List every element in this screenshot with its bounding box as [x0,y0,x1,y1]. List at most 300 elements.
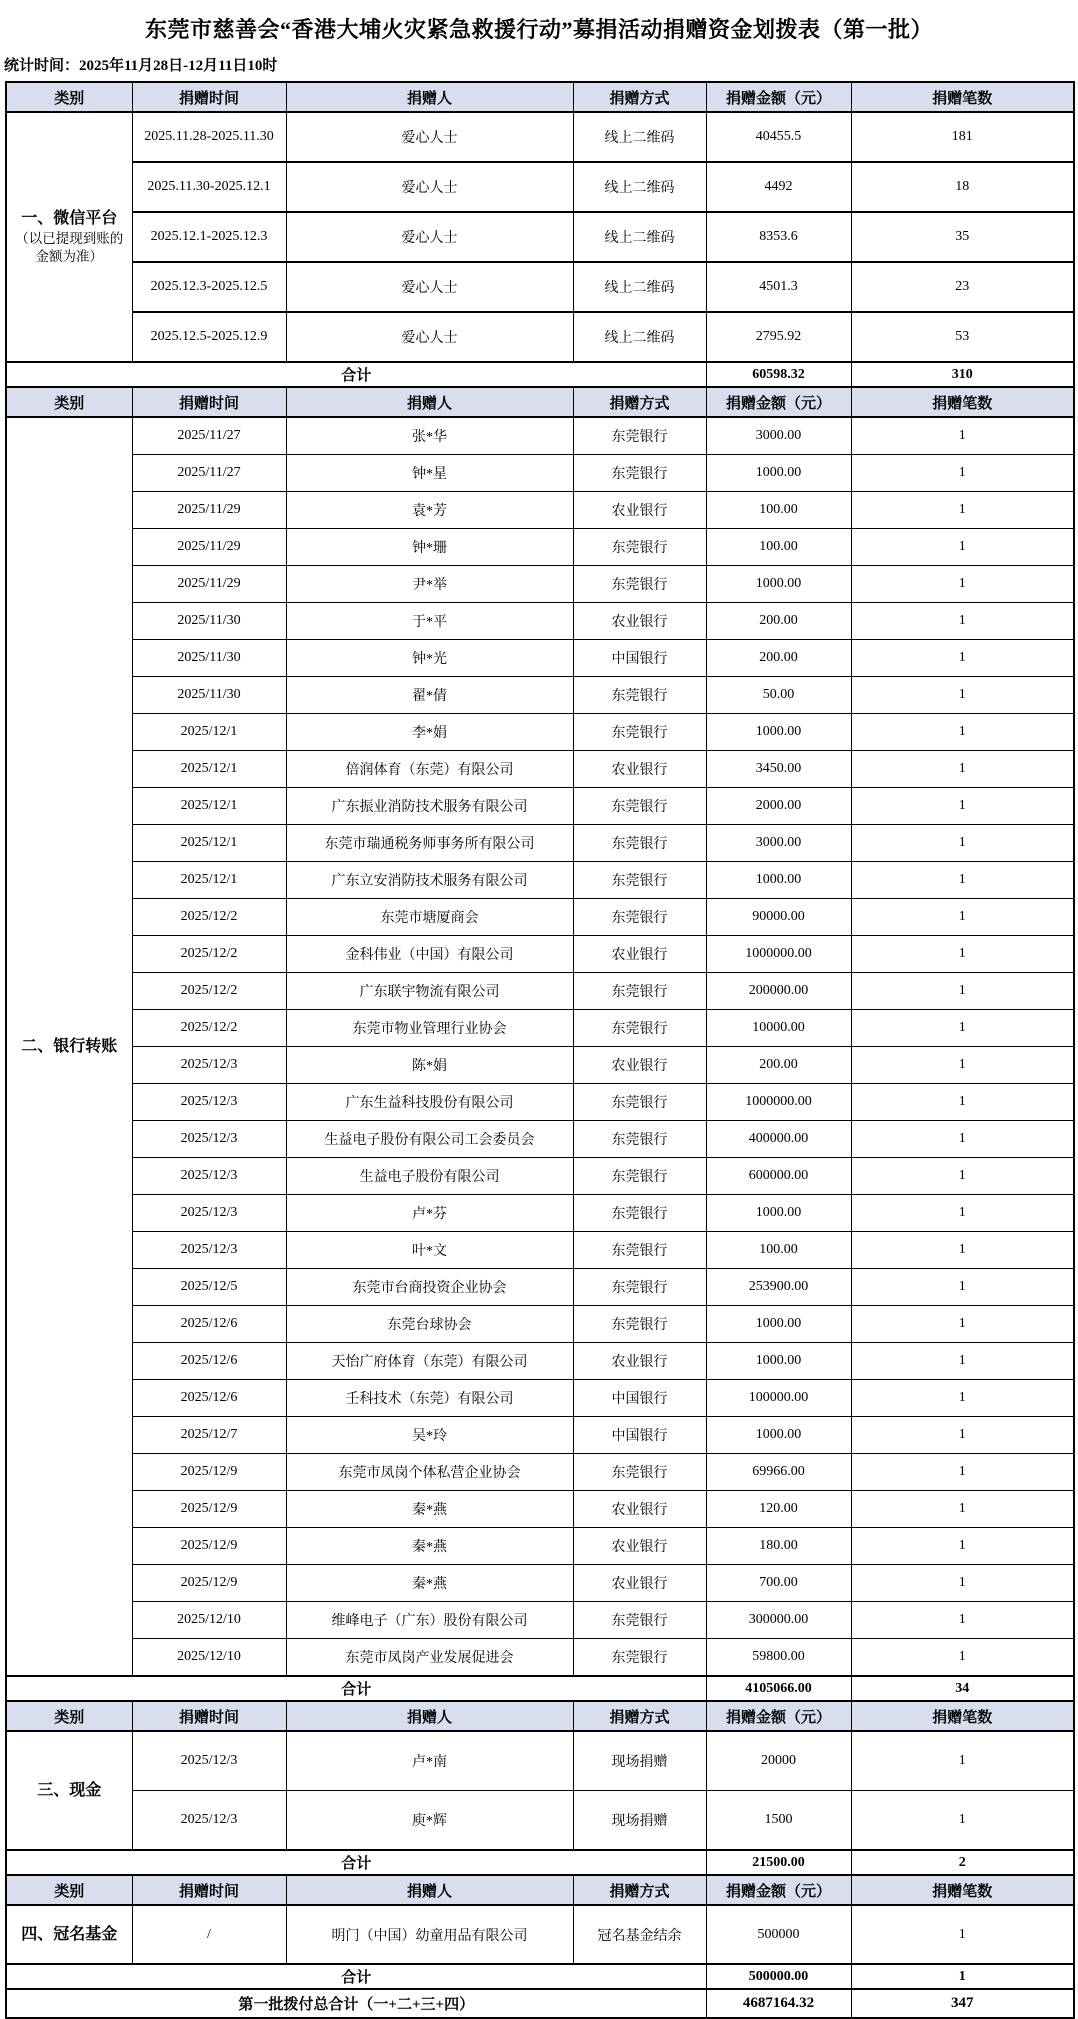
donation-row [6,677,1074,714]
donation-row [6,162,1074,212]
cell-donation-count: 1 [851,640,1074,677]
column-header-row [6,82,1074,112]
cell-donation-method: 中国银行 [573,640,706,677]
donation-row [6,1121,1074,1158]
cell-donation-count: 1 [851,455,1074,492]
cell-donation-method: 农业银行 [573,936,706,973]
cell-donation-count: 1 [851,1047,1074,1084]
section-total-row [6,1676,1074,1701]
column-header: 捐赠笔数 [851,82,1074,112]
cell-donation-method: 农业银行 [573,603,706,640]
donation-row [6,1528,1074,1565]
grand-total-count: 347 [851,1989,1074,2018]
cell-donor-name: 陈*娟 [286,1047,573,1084]
cell-donor-name: 秦*燕 [286,1528,573,1565]
cell-donation-amount: 1000.00 [706,1195,851,1232]
cell-donation-count: 1 [851,1121,1074,1158]
section-total-count: 310 [851,362,1074,387]
cell-donor-name: 生益电子股份有限公司工会委员会 [286,1121,573,1158]
cell-donation-count: 1 [851,677,1074,714]
cell-donor-name: 东莞市塘厦商会 [286,899,573,936]
cell-donor-name: 东莞市台商投资企业协会 [286,1269,573,1306]
cell-donation-method: 东莞银行 [573,417,706,455]
cell-donation-count: 1 [851,1491,1074,1528]
donation-row [6,603,1074,640]
cell-donation-amount: 2000.00 [706,788,851,825]
cell-donation-amount: 4492 [706,162,851,212]
category-label: 一、微信平台 [21,209,118,227]
cell-donation-method: 东莞银行 [573,1454,706,1491]
cell-donation-amount: 3450.00 [706,751,851,788]
cell-donation-count: 1 [851,1232,1074,1269]
cell-donation-count: 1 [851,1158,1074,1195]
cell-donation-amount: 1000000.00 [706,936,851,973]
cell-donor-name: 爱心人士 [286,262,573,312]
cell-donation-time: 2025/12/6 [132,1380,286,1417]
cell-donation-count: 1 [851,1084,1074,1121]
cell-donation-time: 2025/12/3 [132,1121,286,1158]
cell-donation-method: 东莞银行 [573,1158,706,1195]
statistics-time: 统计时间：2025年11月28日-12月11日10时 [4,58,278,74]
cell-donation-time: 2025.12.3-2025.12.5 [132,262,286,312]
donation-row [6,1417,1074,1454]
cell-donation-count: 1 [851,417,1074,455]
column-header: 捐赠笔数 [851,1875,1074,1905]
column-header: 类别 [6,1701,132,1731]
cell-donor-name: 庾*辉 [286,1791,573,1851]
category-note: （以已提现到账的金额为准） [15,230,124,264]
cell-donation-amount: 1000.00 [706,1343,851,1380]
grand-total-label: 第一批拨付总合计（一+二+三+四） [6,1989,706,2018]
cell-donation-count: 1 [851,1010,1074,1047]
cell-donation-method: 冠名基金结余 [573,1905,706,1964]
cell-donation-method: 现场捐赠 [573,1791,706,1851]
cell-donation-method: 中国银行 [573,1380,706,1417]
cell-donor-name: 翟*倩 [286,677,573,714]
cell-donation-time: 2025/11/27 [132,455,286,492]
cell-donor-name: 广东振业消防技术服务有限公司 [286,788,573,825]
cell-donation-amount: 600000.00 [706,1158,851,1195]
column-header: 捐赠人 [286,1875,573,1905]
cell-donation-amount: 400000.00 [706,1121,851,1158]
column-header: 捐赠人 [286,82,573,112]
cell-donor-name: 钟*珊 [286,529,573,566]
cell-donation-amount: 700.00 [706,1565,851,1602]
cell-donation-time: 2025/12/10 [132,1639,286,1677]
donation-row [6,751,1074,788]
cell-donation-method: 东莞银行 [573,1010,706,1047]
cell-donation-time: 2025/12/1 [132,714,286,751]
cell-donation-count: 1 [851,1639,1074,1677]
cell-donation-method: 东莞银行 [573,1121,706,1158]
cell-donor-name: 金科伟业（中国）有限公司 [286,936,573,973]
column-header: 捐赠时间 [132,387,286,417]
cell-donor-name: 明门（中国）幼童用品有限公司 [286,1905,573,1964]
cell-donation-amount: 3000.00 [706,825,851,862]
cell-donation-amount: 20000 [706,1731,851,1791]
cell-donation-count: 1 [851,1905,1074,1964]
cell-donation-count: 1 [851,603,1074,640]
column-header: 捐赠方式 [573,387,706,417]
cell-donation-time: 2025/11/27 [132,417,286,455]
cell-donation-time: 2025.11.28-2025.11.30 [132,112,286,162]
cell-donation-time: 2025/11/30 [132,603,286,640]
cell-donation-method: 东莞银行 [573,1602,706,1639]
cell-donation-count: 1 [851,1731,1074,1791]
cell-donor-name: 张*华 [286,417,573,455]
donation-row [6,212,1074,262]
cell-donor-name: 李*娟 [286,714,573,751]
donation-row [6,112,1074,162]
cell-donation-amount: 1000000.00 [706,1084,851,1121]
cell-donation-method: 东莞银行 [573,714,706,751]
donation-row [6,899,1074,936]
cell-donation-count: 18 [851,162,1074,212]
cell-donation-time: 2025/12/1 [132,788,286,825]
cell-donor-name: 钟*光 [286,640,573,677]
cell-donation-method: 东莞银行 [573,677,706,714]
cell-donation-count: 1 [851,1565,1074,1602]
cell-donation-time: 2025/12/3 [132,1791,286,1851]
donation-row [6,417,1074,455]
cell-donor-name: 尹*举 [286,566,573,603]
donation-row [6,825,1074,862]
cell-donation-method: 现场捐赠 [573,1731,706,1791]
cell-donation-method: 线上二维码 [573,212,706,262]
cell-donor-name: 钟*星 [286,455,573,492]
cell-donation-amount: 50.00 [706,677,851,714]
column-header: 捐赠方式 [573,1701,706,1731]
cell-donor-name: 东莞市凤岗个体私营企业协会 [286,1454,573,1491]
section-total-label: 合计 [6,1850,706,1875]
cell-donor-name: 东莞市凤岗产业发展促进会 [286,1639,573,1677]
cell-donor-name: 广东联宇物流有限公司 [286,973,573,1010]
cell-donation-amount: 120.00 [706,1491,851,1528]
donation-row [6,492,1074,529]
cell-donor-name: 天怡广府体育（东莞）有限公司 [286,1343,573,1380]
section-total-row [6,1850,1074,1875]
cell-donation-count: 1 [851,1791,1074,1851]
cell-donation-method: 东莞银行 [573,1639,706,1677]
cell-donation-time: 2025/12/9 [132,1454,286,1491]
column-header-row [6,1701,1074,1731]
cell-donation-amount: 500000 [706,1905,851,1964]
category-cell [6,112,132,362]
cell-donation-count: 1 [851,1269,1074,1306]
cell-donation-method: 农业银行 [573,1047,706,1084]
cell-donor-name: 东莞市物业管理行业协会 [286,1010,573,1047]
cell-donor-name: 叶*文 [286,1232,573,1269]
section-total-label: 合计 [6,1964,706,1989]
section-total-amount: 21500.00 [706,1850,851,1875]
cell-donation-count: 1 [851,1417,1074,1454]
cell-donor-name: 袁*芳 [286,492,573,529]
section-total-count: 34 [851,1676,1074,1701]
cell-donation-amount: 90000.00 [706,899,851,936]
cell-donation-amount: 1000.00 [706,566,851,603]
donation-row [6,862,1074,899]
cell-donation-amount: 200.00 [706,640,851,677]
cell-donor-name: 爱心人士 [286,212,573,262]
column-header: 捐赠时间 [132,82,286,112]
cell-donation-method: 农业银行 [573,1528,706,1565]
column-header: 捐赠笔数 [851,387,1074,417]
cell-donation-time: 2025/12/2 [132,936,286,973]
column-header: 捐赠人 [286,1701,573,1731]
cell-donation-amount: 200.00 [706,1047,851,1084]
cell-donation-amount: 200000.00 [706,973,851,1010]
donation-row [6,1602,1074,1639]
cell-donation-amount: 1000.00 [706,862,851,899]
donation-row [6,1454,1074,1491]
cell-donation-count: 1 [851,1454,1074,1491]
cell-donation-time: 2025/11/30 [132,677,286,714]
cell-donation-method: 线上二维码 [573,312,706,362]
column-header: 类别 [6,387,132,417]
cell-donor-name: 东莞台球协会 [286,1306,573,1343]
donation-row [6,1232,1074,1269]
cell-donation-time: 2025/12/3 [132,1158,286,1195]
cell-donation-amount: 4501.3 [706,262,851,312]
cell-donation-amount: 100.00 [706,529,851,566]
category-label: 四、冠名基金 [21,1925,118,1943]
page-title: 东莞市慈善会“香港大埔火灾紧急救援行动”募捐活动捐赠资金划拨表（第一批） [144,17,933,42]
cell-donation-count: 1 [851,936,1074,973]
cell-donation-time: 2025/12/1 [132,862,286,899]
donation-row [6,1565,1074,1602]
cell-donation-method: 农业银行 [573,492,706,529]
cell-donation-method: 东莞银行 [573,1269,706,1306]
cell-donation-count: 1 [851,1306,1074,1343]
cell-donation-amount: 300000.00 [706,1602,851,1639]
cell-donation-time: 2025/11/30 [132,640,286,677]
column-header-row [6,1875,1074,1905]
cell-donation-count: 1 [851,788,1074,825]
cell-donation-method: 东莞银行 [573,899,706,936]
donation-row [6,1639,1074,1677]
cell-donation-amount: 1000.00 [706,1417,851,1454]
cell-donation-method: 东莞银行 [573,1195,706,1232]
section-total-amount: 4105066.00 [706,1676,851,1701]
column-header: 捐赠时间 [132,1875,286,1905]
cell-donor-name: 卢*芬 [286,1195,573,1232]
cell-donation-method: 线上二维码 [573,162,706,212]
cell-donation-method: 东莞银行 [573,788,706,825]
cell-donation-amount: 1000.00 [706,714,851,751]
column-header: 捐赠方式 [573,82,706,112]
donation-row [6,973,1074,1010]
cell-donation-count: 1 [851,899,1074,936]
category-cell [6,1731,132,1850]
cell-donation-method: 东莞银行 [573,1306,706,1343]
cell-donation-time: 2025/12/3 [132,1084,286,1121]
column-header: 捐赠金额（元） [706,82,851,112]
section-total-label: 合计 [6,1676,706,1701]
section-total-count: 1 [851,1964,1074,1989]
cell-donation-time: 2025/12/2 [132,1010,286,1047]
column-header: 捐赠金额（元） [706,1701,851,1731]
cell-donation-time: 2025/12/3 [132,1232,286,1269]
cell-donor-name: 爱心人士 [286,112,573,162]
cell-donation-amount: 100.00 [706,492,851,529]
column-header: 捐赠金额（元） [706,387,851,417]
cell-donation-method: 东莞银行 [573,529,706,566]
cell-donation-count: 35 [851,212,1074,262]
cell-donor-name: 倍润体育（东莞）有限公司 [286,751,573,788]
cell-donation-amount: 1500 [706,1791,851,1851]
column-header: 捐赠笔数 [851,1701,1074,1731]
cell-donation-amount: 253900.00 [706,1269,851,1306]
cell-donor-name: 广东立安消防技术服务有限公司 [286,862,573,899]
cell-donor-name: 吴*玲 [286,1417,573,1454]
cell-donation-amount: 69966.00 [706,1454,851,1491]
cell-donation-count: 1 [851,566,1074,603]
cell-donor-name: 壬科技术（东莞）有限公司 [286,1380,573,1417]
donation-row [6,1010,1074,1047]
cell-donation-count: 1 [851,973,1074,1010]
donation-row [6,566,1074,603]
grand-total-row [6,1989,1074,2018]
donation-row [6,1380,1074,1417]
donation-row [6,714,1074,751]
cell-donation-method: 东莞银行 [573,1232,706,1269]
donation-row [6,1731,1074,1791]
section-total-label: 合计 [6,362,706,387]
cell-donation-time: 2025/12/10 [132,1602,286,1639]
donation-row [6,1084,1074,1121]
cell-donation-method: 线上二维码 [573,112,706,162]
category-cell [6,1905,132,1964]
cell-donor-name: 广东生益科技股份有限公司 [286,1084,573,1121]
donation-row [6,1195,1074,1232]
cell-donation-method: 东莞银行 [573,1084,706,1121]
column-header: 捐赠方式 [573,1875,706,1905]
section-total-amount: 60598.32 [706,362,851,387]
donation-row [6,1306,1074,1343]
category-cell [6,417,132,1676]
cell-donation-count: 1 [851,529,1074,566]
column-header: 捐赠人 [286,387,573,417]
cell-donation-time: 2025/12/3 [132,1047,286,1084]
cell-donation-count: 53 [851,312,1074,362]
donation-row [6,312,1074,362]
donation-table [5,81,1075,2019]
cell-donation-count: 1 [851,1528,1074,1565]
cell-donor-name: 秦*燕 [286,1565,573,1602]
column-header: 捐赠金额（元） [706,1875,851,1905]
cell-donation-count: 181 [851,112,1074,162]
donation-row [6,936,1074,973]
section-total-count: 2 [851,1850,1074,1875]
donation-table-body [6,82,1074,2018]
donation-row [6,1791,1074,1851]
cell-donation-count: 1 [851,825,1074,862]
cell-donation-count: 23 [851,262,1074,312]
cell-donation-amount: 200.00 [706,603,851,640]
cell-donation-time: 2025/12/1 [132,751,286,788]
cell-donation-method: 线上二维码 [573,262,706,312]
section-total-amount: 500000.00 [706,1964,851,1989]
cell-donation-method: 东莞银行 [573,973,706,1010]
cell-donor-name: 爱心人士 [286,162,573,212]
cell-donation-time: 2025.11.30-2025.12.1 [132,162,286,212]
cell-donation-time: 2025/11/29 [132,566,286,603]
cell-donation-method: 农业银行 [573,1565,706,1602]
category-label: 三、现金 [37,1781,102,1799]
cell-donation-time: 2025/12/3 [132,1731,286,1791]
cell-donor-name: 爱心人士 [286,312,573,362]
cell-donation-time: 2025/12/6 [132,1306,286,1343]
cell-donation-method: 东莞银行 [573,862,706,899]
cell-donation-count: 1 [851,1343,1074,1380]
category-label: 二、银行转账 [21,1037,118,1055]
cell-donor-name: 生益电子股份有限公司 [286,1158,573,1195]
cell-donor-name: 东莞市瑞通税务师事务所有限公司 [286,825,573,862]
cell-donation-method: 农业银行 [573,1491,706,1528]
cell-donation-method: 东莞银行 [573,566,706,603]
grand-total-amount: 4687164.32 [706,1989,851,2018]
cell-donation-amount: 10000.00 [706,1010,851,1047]
section-total-row [6,362,1074,387]
cell-donation-count: 1 [851,1195,1074,1232]
donation-row [6,1343,1074,1380]
donation-row [6,788,1074,825]
donation-row [6,1491,1074,1528]
cell-donor-name: 卢*南 [286,1731,573,1791]
cell-donation-amount: 2795.92 [706,312,851,362]
section-total-row [6,1964,1074,1989]
cell-donation-method: 东莞银行 [573,455,706,492]
cell-donation-time: 2025/12/6 [132,1343,286,1380]
donation-row [6,1905,1074,1964]
cell-donation-count: 1 [851,492,1074,529]
cell-donation-time: 2025.12.5-2025.12.9 [132,312,286,362]
cell-donation-count: 1 [851,862,1074,899]
cell-donation-time: / [132,1905,286,1964]
donation-row [6,262,1074,312]
donation-row [6,455,1074,492]
donation-row [6,640,1074,677]
donation-row [6,1269,1074,1306]
cell-donation-amount: 180.00 [706,1528,851,1565]
cell-donation-time: 2025/12/2 [132,973,286,1010]
donation-row [6,1047,1074,1084]
cell-donation-amount: 8353.6 [706,212,851,262]
cell-donation-count: 1 [851,1602,1074,1639]
cell-donation-time: 2025/12/9 [132,1528,286,1565]
cell-donation-amount: 100.00 [706,1232,851,1269]
cell-donation-count: 1 [851,751,1074,788]
cell-donation-amount: 1000.00 [706,1306,851,1343]
column-header-row [6,387,1074,417]
cell-donation-time: 2025/12/9 [132,1565,286,1602]
cell-donation-time: 2025/11/29 [132,529,286,566]
cell-donation-amount: 1000.00 [706,455,851,492]
cell-donation-method: 中国银行 [573,1417,706,1454]
cell-donation-amount: 40455.5 [706,112,851,162]
cell-donation-amount: 3000.00 [706,417,851,455]
cell-donation-count: 1 [851,1380,1074,1417]
cell-donation-method: 东莞银行 [573,825,706,862]
cell-donor-name: 秦*燕 [286,1491,573,1528]
cell-donation-amount: 59800.00 [706,1639,851,1677]
cell-donation-time: 2025/11/29 [132,492,286,529]
cell-donation-time: 2025/12/3 [132,1195,286,1232]
column-header: 类别 [6,82,132,112]
cell-donation-time: 2025/12/1 [132,825,286,862]
cell-donation-time: 2025.12.1-2025.12.3 [132,212,286,262]
cell-donation-method: 农业银行 [573,1343,706,1380]
